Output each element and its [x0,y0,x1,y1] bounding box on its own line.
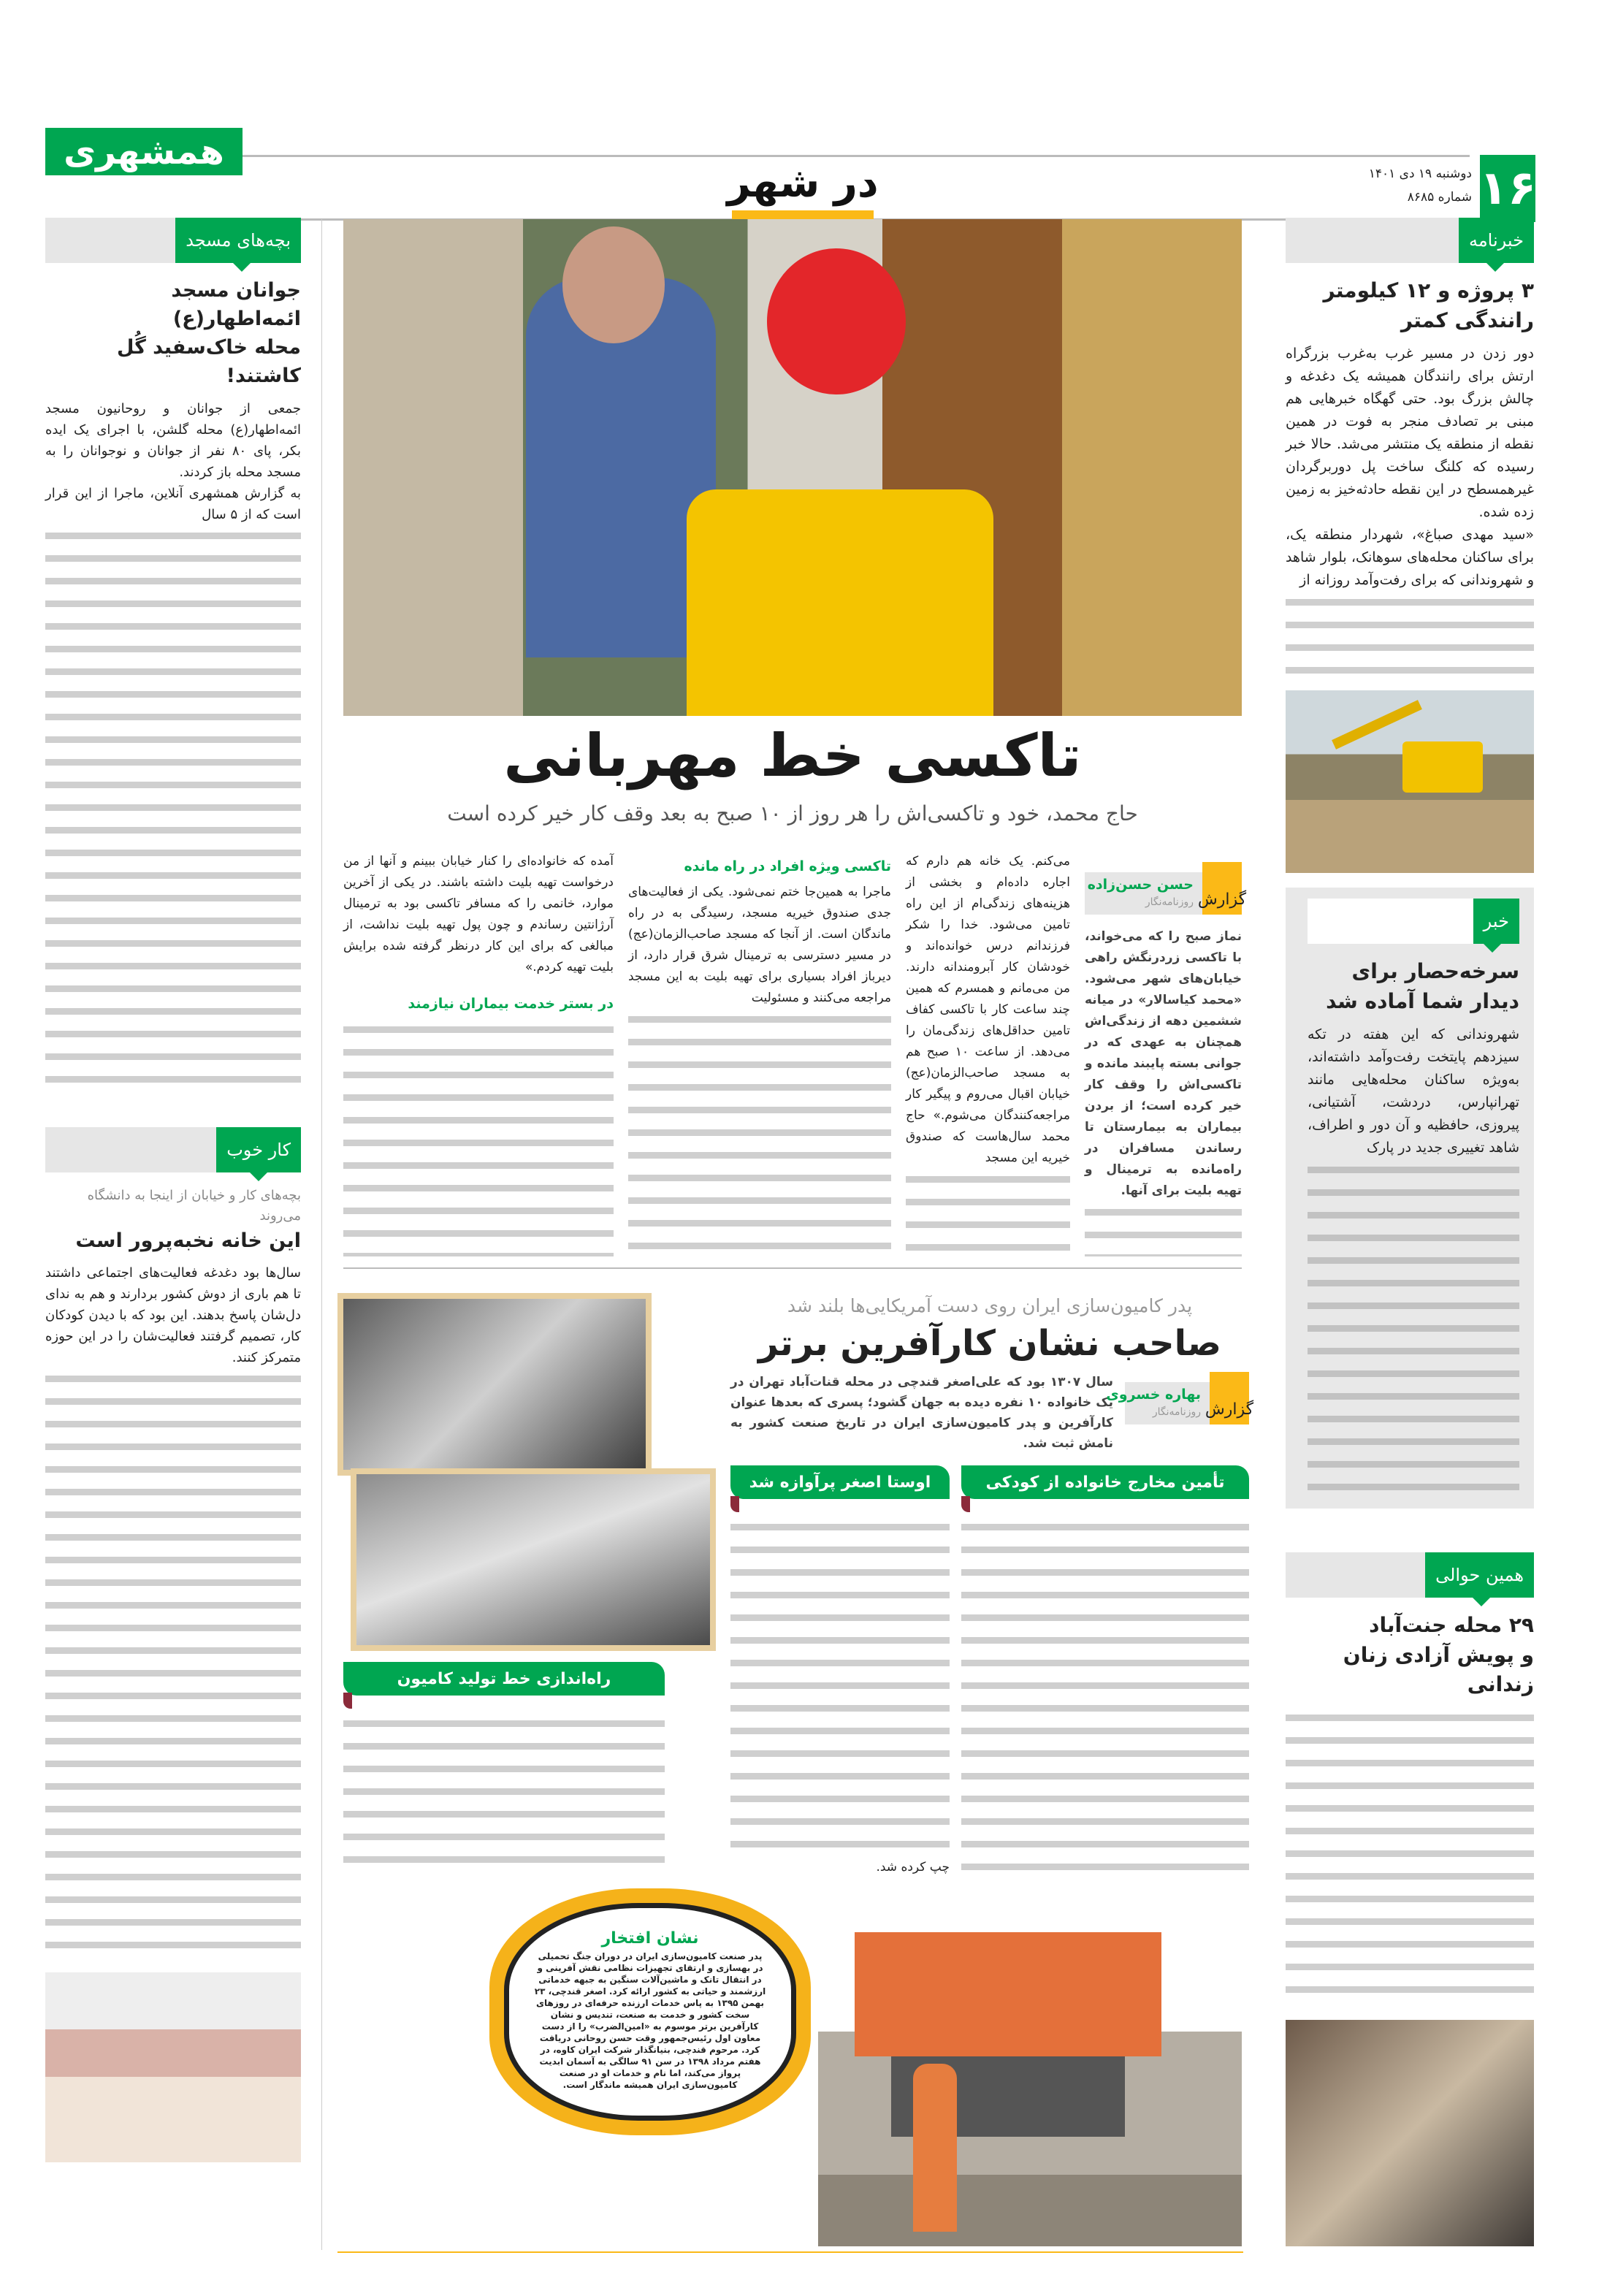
news-tag: خبرنامه [1286,218,1534,263]
truck-kicker: پدر کامیون‌سازی ایران روی دست آمریکایی‌ها بلند شد [787,1295,1193,1316]
taxi-subheadline: حاج محمد، خود و تاکسی‌اش را هر روز از ۱۰ صبح به بعد وقف کار خیر کرده است [447,801,1138,825]
women-photo [1286,2020,1534,2246]
section-end-text: چپ کرده شد. [876,1860,950,1874]
news-headline: سرخه‌حصار برای دیدار شما آماده شد [1326,959,1519,1013]
byline: گزارش بهاره خسروی روزنامه‌نگار [1125,1382,1249,1424]
badge-title: نشان افتخار [601,1929,699,1948]
section-ribbon: تأمین مخارج خانواده از کودکی [961,1465,1249,1499]
news-body: دور زدن در مسیر غرب به‌غرب بزرگراه ارتش برای رانندگان همیشه یک دغدغه و چالش بزرگ بود. حتی گهگاه خبرهایی هم مبنی بر تصادف منجر به فوت در همین نقطه از منطقه یک منتشر می‌شد. حالا خبر رسیده که کلنگ ساخت پل دوربرگردان غیرهمسطح در این نقطه حادثه‌خیز به زمین زده شده. [1286,346,1534,521]
news-kicker: بچه‌های کار و خیابان از اینجا به دانشگاه می‌روند [87,1188,301,1224]
taxi-body: آمده که خانواده‌ای را کنار خیابان ببینم و آنها از من درخواست تهیه بلیت داشته باشند. در یکی از آخرین موارد، خانمی را که مسافر تاکسی بود به ترمینال آرژانتین رساندم و چون پول تهیه بلیت نداشت، از مبالغی که برای این کار درنظر گرفته شده برایش بلیت تهیه کردم.» [343,854,614,975]
issue-date: دوشنبه ۱۹ دی ۱۴۰۱ [1368,167,1472,181]
taxi-headline: تاکسی خط مهربانی [503,722,1082,790]
taxi-driver-photo [343,219,1242,716]
news-tag: خبر [1308,899,1519,944]
news-tag: همین حوالی [1286,1552,1534,1598]
news-tag: بچه‌های مسجد [45,218,301,263]
news-body: شهروندانی که این هفته در تکه سیزدهم پایتخت رفت‌وآمد داشته‌اند، به‌ویژه ساکنان محله‌هایی مانند تهرانپارس، دردشت، آشتیانی، پیروزی، حافظیه و آن دور و اطراف، شاهد تغییری جدید در پارک [1308,1026,1519,1156]
taxi-body: ماجرا به همین‌جا ختم نمی‌شود. یکی از فعالیت‌های جدی صندوق خیریه مسجد، رسیدگی به در راه ماندگان است. از آنجا که مسجد صاحب‌الزمان(عج) در مسیر دسترسی به ترمینال شرق قرار دارد، از دیرباز افراد بسیاری برای تهیه بلیت به این مسجد مراجعه می‌کنند و مسئولیت [628,885,891,1005]
news-headline-line2: و پویش آزادی زنان زندانی [1343,1642,1534,1697]
news-body: سال‌ها بود دغدغه فعالیت‌های اجتماعی داشتند تا هم باری از دوش کشور بردارند و هم به ندای دل‌شان پاسخ بدهند. این بود که با دیدن کودکان کار، تصمیم گرفتند فعالیت‌شان را در این حوزه متمرکز کنند. [45,1265,301,1366]
news-headline-line2: محله خاک‌سفید گُل کاشتند! [116,336,301,388]
news-headline: ۳ پروژه و ۱۲ کیلومتر رانندگی کمتر [1323,278,1534,332]
taxi-intro: نماز صبح را که می‌خواند، با تاکسی زردرنگش راهی خیابان‌های شهر می‌شود. «محمد کیاسالار» در میانه ششمین دهه از زندگی‌اش همچنان به عهدی که در جوانی بسته پایبند مانده و تاکسی‌اش را وقف کار خیر کرده است؛ از بردن بیماران به بیمارستان تا رساندن مسافران در راه‌مانده به ترمینال و تهیه بلیت برای آنها. [1085,929,1242,1198]
taxi-body: می‌کنم. یک خانه هم دارم که اجاره داده‌ام و بخشی از هزینه‌های زندگی‌ام از این راه تامین می‌شود. خدا را شکر فرزندانم درس خوانده‌اند و خودشان کار آبرومندانه دارند. من می‌مانم و همسرم که همین چند ساعت کار با تاکسی کفاف تامین حداقل‌های زندگی‌مان را می‌دهد. از ساعت ۱۰ صبح هم به مسجد صاحب‌الزمان(عج) خیابان اقبال می‌روم و پیگیر کار مراجعه‌کنندگان می‌شوم.» حاج محمد سال‌هاست که صندوق خیریه این مسجد [906,854,1071,1165]
section-ribbon: اوستا اصغر پرآوازه شد [730,1465,950,1499]
news-body: جمعی از جوانان و روحانیون مسجد ائمه‌اطهار(ع) محله گلشن، با اجرای یک ایده بکر، پای ۸۰ نفر از جوانان و نوجوانان را به مسجد محله باز کردند. [45,400,302,480]
truck-headline: صاحب نشان کارآفرین برتر [757,1323,1222,1364]
honor-badge [489,1888,811,2135]
news-body: به گزارش همشهری آنلاین، ماجرا از این قرار است که از ۵ سال [45,485,301,522]
news-tag: کار خوب [45,1127,301,1172]
news-headline-line1: ۲۹ محله جنت‌آباد [1369,1613,1534,1637]
excavator-photo [1286,690,1534,873]
badge-text: پدر صنعت کامیون‌سازی ایران در دوران جنگ تحمیلی در بهسازی و ارتقای تجهیزات نظامی نقش آفرینی و در انتقال تانک و ماشین‌آلات سنگین به جبهه خدماتی ارزشمند و حیاتی به کشور ارائه کرد. اصغر قندچی، ۲۳ بهمن ۱۳۹۵ به پاس خدمات ارزنده حرفه‌ای در روزهای سخت کشور و خدمت به صنعت، تندیس و نشان کارآفرین برتر موسوم به «امین‌الضرب» را از دست معاون اول رئیس‌جمهور وقت حسن روحانی دریافت کرد. مرحوم قندچی، بنیانگذار شرکت ایران کاوه، در هفتم مرداد ۱۳۹۸ در سن ۹۱ سالگی به آسمان ابدیت پرواز می‌کند، اما نام و خدمات او در صنعت کامیون‌سازی ایران همیشه ماندگار است. [534,1951,766,2090]
truck-photo [818,1888,1242,2246]
newspaper-logo: همشهری [45,128,243,175]
page-number: ۱۶ [1480,155,1535,222]
issue-number: شماره ۸۶۸۵ [1407,190,1472,205]
news-body: «سید مهدی صباغ»، شهردار منطقه یک، برای ساکنان محله‌های سوهانک، بلوار شاهد و شهروندانی که برای رفت‌وآمد روزانه از [1286,527,1534,589]
taxi-subheading: در بستر خدمت بیماران نیازمند [408,996,614,1012]
section-title: در شهر [727,159,879,207]
taxi-subheading: تاکسی ویژه افراد در راه مانده [684,858,891,874]
truck-intro: سال ۱۳۰۷ بود که علی‌اصغر قندچی در محله قنات‌آباد تهران در یک خانواده ۱۰ نفره دیده به جهان گشود؛ پسری که بعدها عنوان کارآفرین و پدر کامیون‌سازی ایران در تاریخ صنعت کشور به نامش ثبت شد. [730,1375,1114,1451]
archive-photo [351,1468,716,1651]
section-ribbon: راه‌اندازی خط تولید کامیون [343,1662,665,1696]
archive-photo [337,1293,652,1476]
byline: گزارش حسن حسن‌زاده روزنامه‌نگار [1085,872,1242,915]
news-headline-line1: جوانان مسجد ائمه‌اطهار(ع) [171,279,301,331]
classroom-photo [45,1972,301,2162]
news-headline: این خانه نخبه‌پرور است [75,1229,301,1252]
